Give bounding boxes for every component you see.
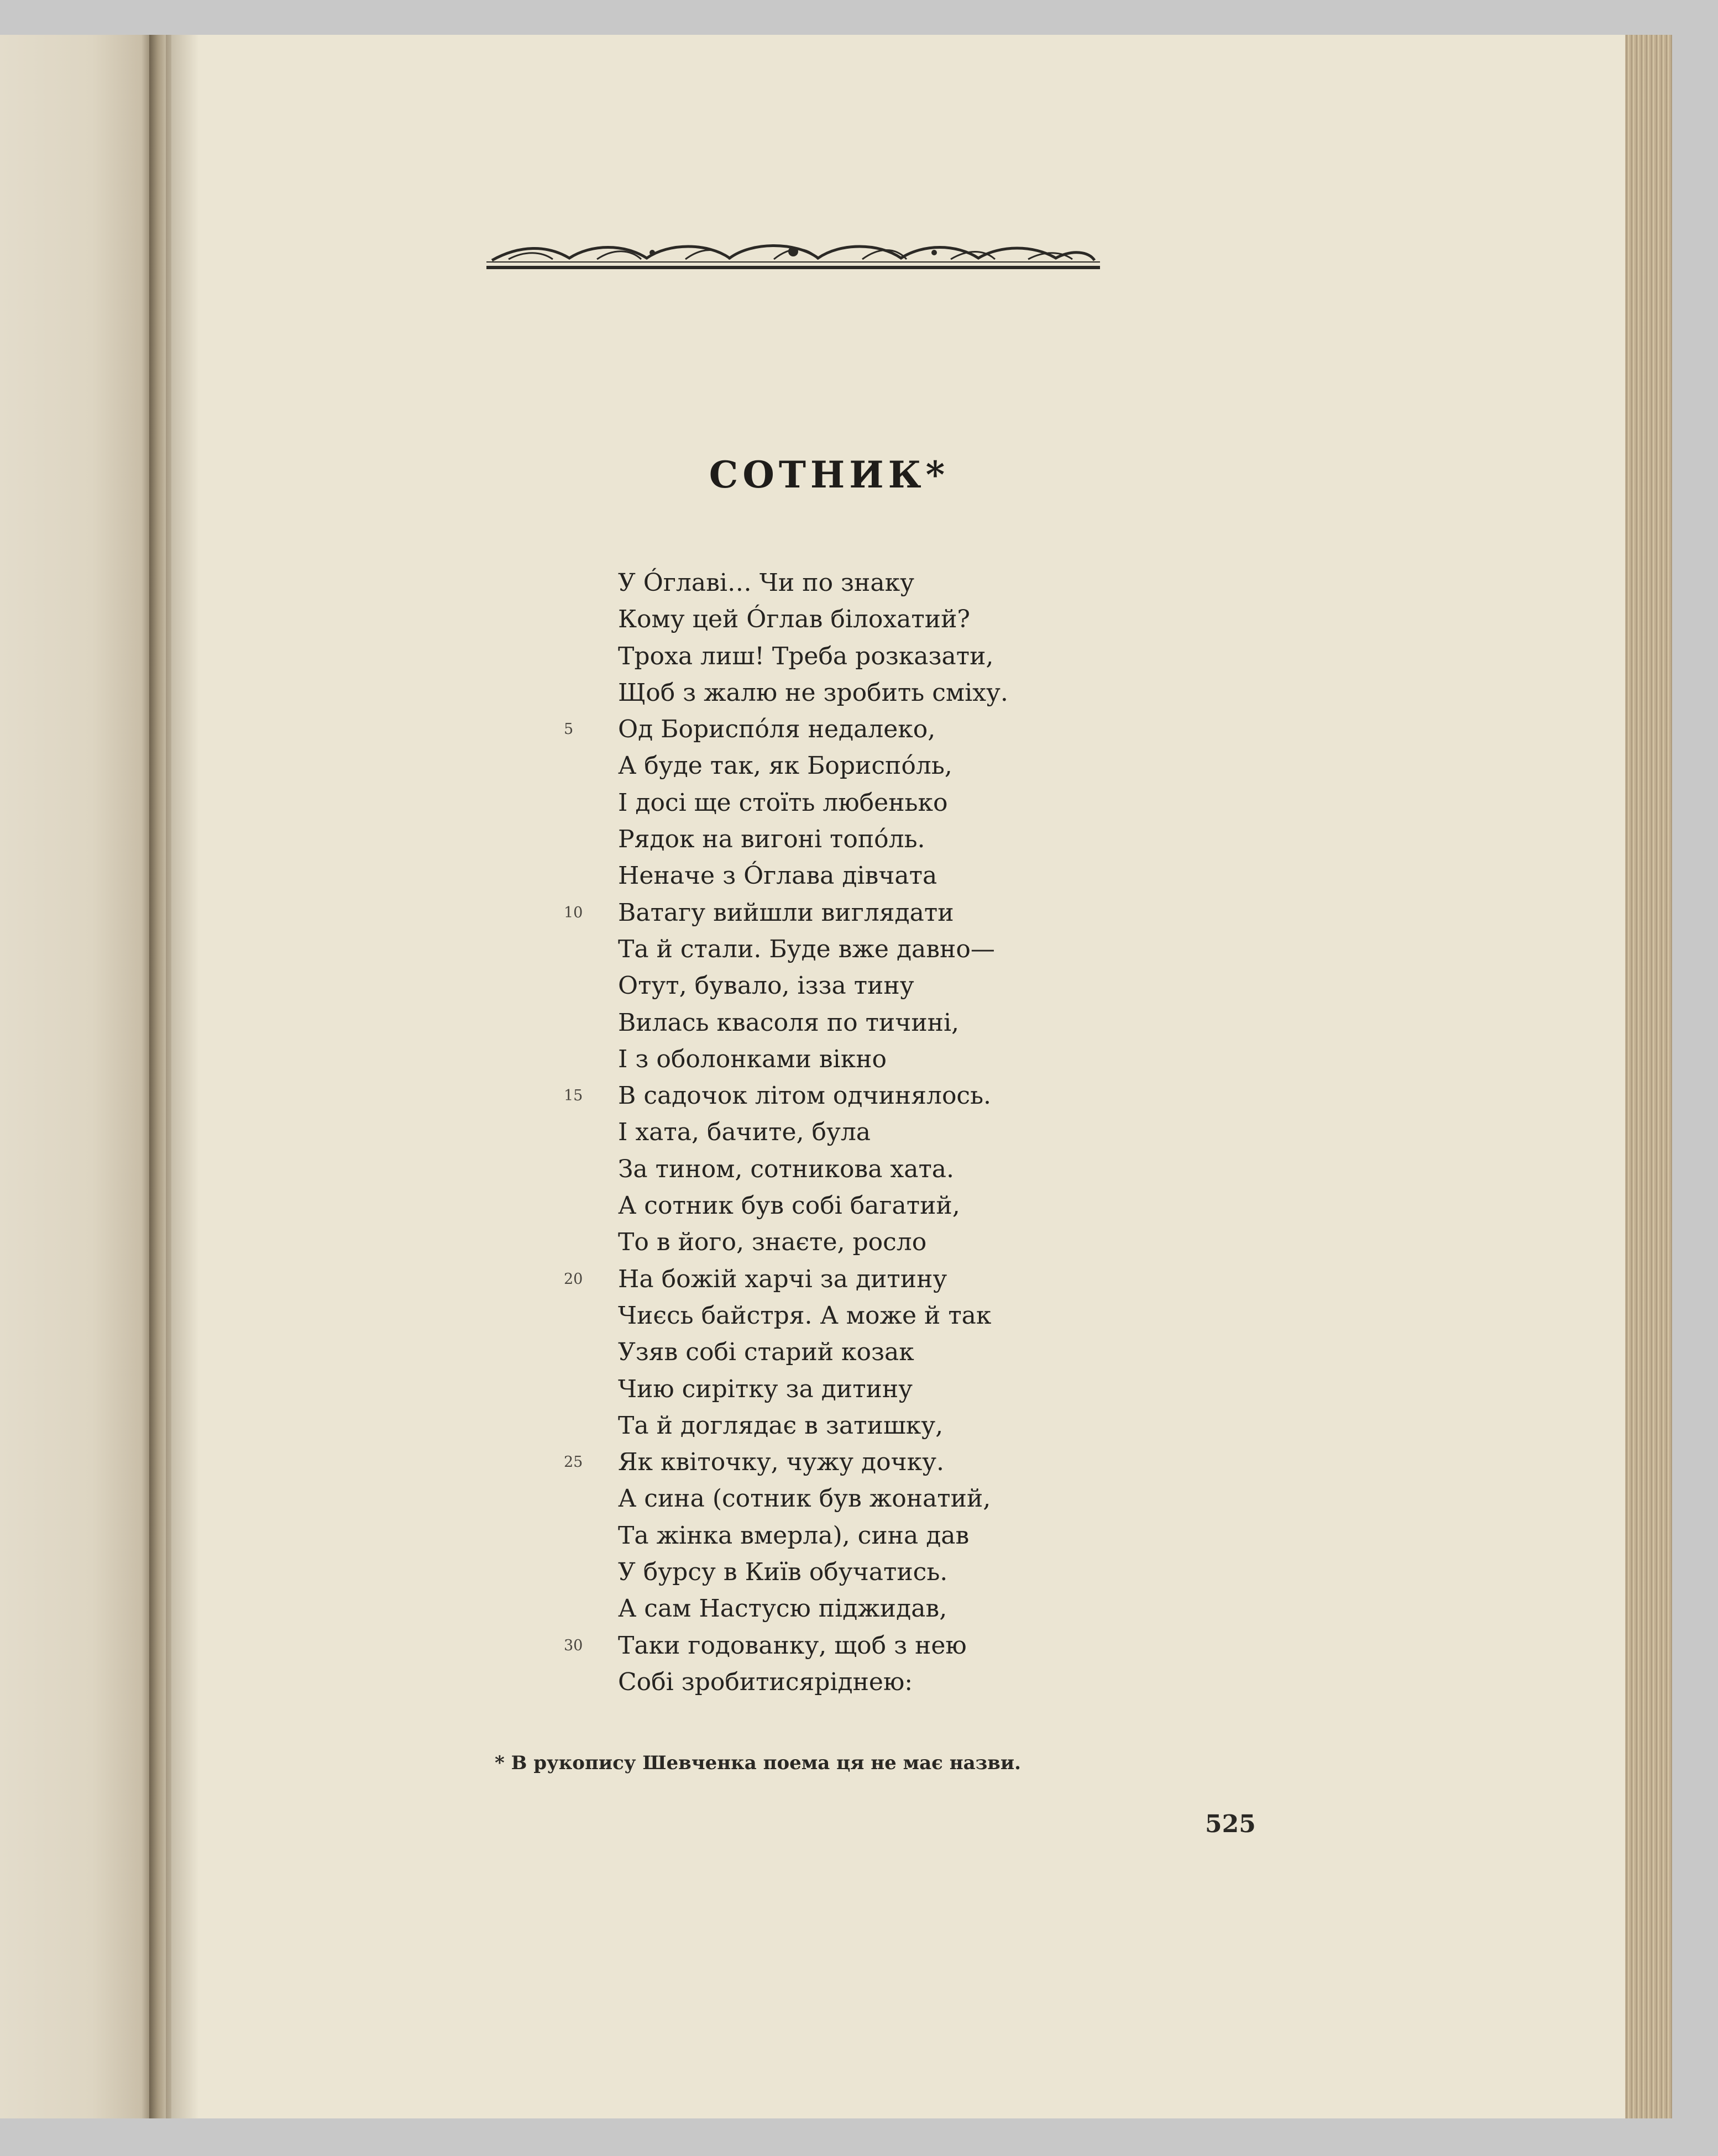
page-stack-edge xyxy=(1625,35,1672,2118)
poem-line xyxy=(564,1188,1393,1224)
line-text: У бурсу в Київ обучатись. xyxy=(618,1558,948,1587)
poem-line xyxy=(564,1298,1393,1334)
line-number: 10 xyxy=(564,904,583,921)
poem-line xyxy=(564,1628,1393,1664)
poem-line xyxy=(564,1408,1393,1444)
poem-line xyxy=(564,968,1393,1004)
poem-body xyxy=(564,565,1393,1701)
poem-line xyxy=(564,601,1393,638)
poem-line xyxy=(564,1078,1393,1114)
poem-line xyxy=(564,785,1393,821)
poem-line xyxy=(564,1554,1393,1591)
left-page-edge xyxy=(0,35,154,2118)
line-text: Неначе з Óглава дівчата xyxy=(618,862,937,890)
page-number: 525 xyxy=(1205,1810,1256,1838)
poem-line xyxy=(564,565,1393,601)
line-text: У Óглаві… Чи по знаку xyxy=(618,569,914,597)
poem-line xyxy=(564,711,1393,748)
line-number: 5 xyxy=(564,721,574,738)
line-text: То в його, знаєте, росло xyxy=(618,1228,927,1257)
line-text: І з оболонками вікно xyxy=(618,1045,887,1073)
line-text: Та жінка вмерла), сина дав xyxy=(618,1521,970,1550)
poem-line xyxy=(564,931,1393,968)
line-text: Як квіточку, чужу дочку. xyxy=(618,1448,945,1477)
line-text: А сина (сотник був жонатий, xyxy=(618,1484,991,1513)
line-text: В садочок літом одчинялось. xyxy=(618,1082,992,1110)
poem-line xyxy=(564,1371,1393,1408)
line-text: Чию сирітку за дитину xyxy=(618,1375,913,1403)
header-ornament xyxy=(486,239,1100,275)
line-number: 25 xyxy=(564,1454,583,1471)
poem-line xyxy=(564,1444,1393,1481)
line-text: І хата, бачите, була xyxy=(618,1118,871,1147)
line-number: 20 xyxy=(564,1270,583,1288)
line-text: Щоб з жалю не зробить сміху. xyxy=(618,678,1008,707)
poem-line xyxy=(564,1114,1393,1151)
poem-line xyxy=(564,895,1393,931)
line-text: Отут, бувало, ізза тину xyxy=(618,972,914,1000)
poem-line xyxy=(564,1518,1393,1554)
poem-line xyxy=(564,1334,1393,1371)
line-text: Вилась квасоля по тичині, xyxy=(618,1008,960,1037)
poem-line xyxy=(564,1481,1393,1517)
line-number: 15 xyxy=(564,1087,583,1105)
poem-line xyxy=(564,1664,1393,1701)
line-text: Узяв собі старий козак xyxy=(618,1338,914,1367)
line-text: Чиєсь байстря. А може й так xyxy=(618,1301,992,1330)
line-text: Од Бориспóля недалеко, xyxy=(618,715,936,744)
poem-line xyxy=(564,1151,1393,1188)
line-text: За тином, сотникова хата. xyxy=(618,1155,955,1183)
line-text: Та й доглядає в затишку, xyxy=(618,1411,944,1440)
line-text: Троха лиш! Треба розказати, xyxy=(618,642,994,670)
line-text: Собі зробитисяріднею: xyxy=(618,1667,913,1696)
poem-line xyxy=(564,1224,1393,1261)
poem-line xyxy=(564,858,1393,894)
poem-title: СОТНИК* xyxy=(709,453,950,496)
line-text: На божій харчі за дитину xyxy=(618,1265,947,1293)
poem-line xyxy=(564,675,1393,711)
line-text: Та й стали. Буде вже давно— xyxy=(618,935,995,963)
line-text: А сотник був собі багатий, xyxy=(618,1192,960,1220)
line-text: І досі ще стоїть любенько xyxy=(618,788,948,817)
poem-line xyxy=(564,1261,1393,1298)
poem-line xyxy=(564,638,1393,675)
poem-line xyxy=(564,821,1393,858)
spine-shadow xyxy=(166,35,199,2118)
poem-line xyxy=(564,748,1393,784)
poem-line xyxy=(564,1591,1393,1627)
line-text: Таки годованку, щоб з нею xyxy=(618,1631,967,1660)
line-text: Рядок на вигоні топóль. xyxy=(618,825,925,854)
footnote: * В рукопису Шевченка поема ця не має назви. xyxy=(495,1752,1021,1774)
poem-line xyxy=(564,1005,1393,1041)
line-text: А буде так, як Бориспóль, xyxy=(618,752,952,780)
line-text: Кому цей Óглав білохатий? xyxy=(618,605,970,634)
line-text: А сам Настусю піджидав, xyxy=(618,1594,947,1623)
line-text: Ватагу вийшли виглядати xyxy=(618,898,954,927)
poem-line xyxy=(564,1041,1393,1078)
line-number: 30 xyxy=(564,1636,583,1654)
